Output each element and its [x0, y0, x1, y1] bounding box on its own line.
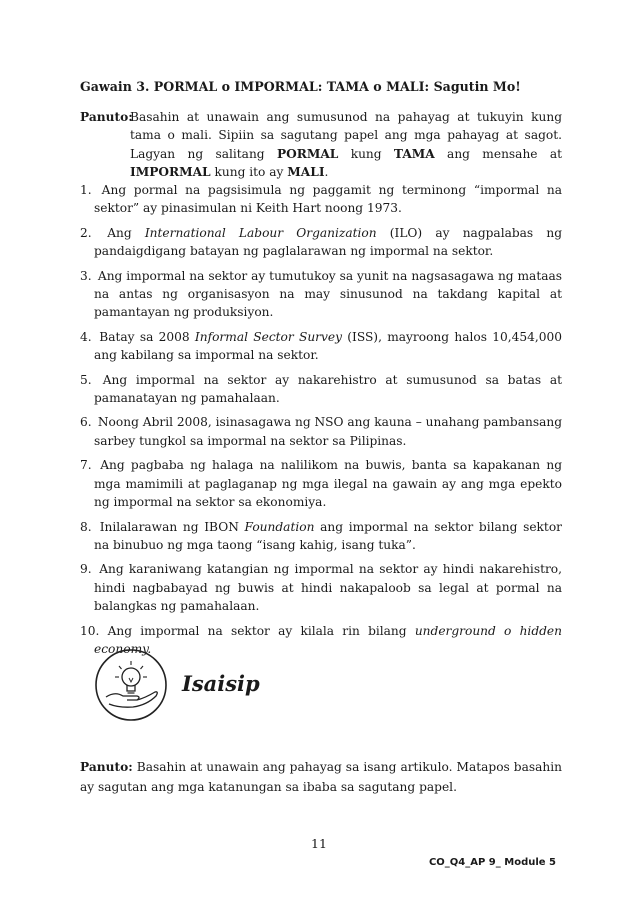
statement-item	[80, 456, 562, 511]
instructions-text-1: Basahin at unawain ang sumusunod na pahayag at tukuyin kung tama o mali. Sipiin sa sagutang papel ang mga pahayag at sagot. Lagyan ng salitang	[130, 110, 562, 161]
item-text: Ang impormal na sektor ay tumutukoy sa yunit na nagsasagawa ng mataas na antas ng organisasyon na may sinusunod na takdang kapital at pamantayan ng produksiyon.	[94, 268, 562, 320]
item-number: 7.	[80, 458, 92, 473]
item-italic: Foundation	[244, 519, 315, 534]
statement-item	[80, 560, 562, 615]
item-text: Ang impormal na sektor ay nakarehistro at sumusunod sa batas at pamanatayan ng pamahalaan.	[94, 372, 563, 406]
instructions-text-3: ang mensahe at	[434, 146, 562, 161]
statement-item	[80, 267, 562, 322]
instructions-body	[130, 108, 562, 182]
item-number: 5.	[80, 372, 92, 387]
item-text-end: ang impormal na sektor bilang sektor na binubuo ng mga taong “isang kahig, isang tuka”.	[94, 519, 562, 552]
statement-item	[80, 181, 562, 218]
item-number: 1.	[80, 183, 92, 197]
page-number: 11	[311, 836, 327, 851]
instructions-text-2: kung	[338, 146, 394, 161]
section-instructions-label: Panuto:	[80, 760, 133, 774]
statement-item	[80, 518, 562, 555]
section-instructions-text: Basahin at unawain ang pahayag sa isang artikulo. Matapos basahin ay sagutan ang mga katanungan sa ibaba sa sagutang papel.	[80, 760, 562, 794]
item-text: Ang pormal na pagsisimula ng paggamit ng terminong “impormal na sektor” ay pinasimulan ni Keith Hart noong 1973.	[94, 183, 562, 216]
instructions-bold-tama: TAMA	[393, 146, 435, 161]
statement-item	[80, 328, 562, 365]
statement-list	[80, 181, 562, 664]
activity-title: Gawain 3. PORMAL o IMPORMAL: TAMA o MALI: Sagutin Mo!	[80, 79, 521, 94]
instructions-text-4: kung ito ay	[210, 165, 288, 180]
item-italic: International Labour Organization	[144, 225, 377, 240]
statement-item	[80, 371, 562, 408]
instructions	[80, 108, 562, 182]
item-text: Ang	[107, 225, 145, 240]
item-number: 6.	[80, 415, 92, 430]
item-text: Noong Abril 2008, isinasagawa ng NSO ang kauna – unahang pambansang sarbey tungkol sa impormal na sektor sa Pilipinas.	[94, 415, 562, 448]
item-number: 4.	[80, 329, 92, 344]
instructions-end: .	[324, 165, 329, 180]
module-code: CO_Q4_AP 9_ Module 5	[428, 857, 556, 868]
instructions-bold-impormal: IMPORMAL	[130, 165, 211, 180]
item-italic: underground o hidden economy.	[94, 623, 562, 656]
lightbulb-hand-icon	[93, 647, 169, 723]
item-text-end: (ILO) ay nagpalabas ng pandaigdigang batayan ng paglalarawan ng impormal na sektor.	[94, 225, 563, 259]
instructions-label: Panuto:	[80, 110, 133, 124]
item-text-end: (ISS), mayroong halos 10,454,000 ang kabilang sa impormal na sektor.	[94, 329, 563, 363]
item-text: Ang pagbaba ng halaga na nalilikom na buwis, banta sa kapakanan ng mga mamimili at paglaganap ng mga ilegal na gawain ay ang mga epekto ng impormal na sektor sa ekonomiya.	[94, 458, 563, 510]
item-number: 9.	[80, 562, 92, 577]
instructions-bold-pormal: PORMAL	[276, 146, 339, 161]
statement-item	[80, 224, 562, 261]
item-text: Ang impormal na sektor ay kilala rin bilang	[107, 623, 415, 638]
item-number: 2.	[80, 225, 92, 240]
section-heading: Isaisip	[182, 671, 260, 696]
item-number: 10.	[80, 623, 100, 638]
item-italic: Informal Sector Survey	[194, 329, 342, 344]
instructions-bold-mali: MALI	[287, 165, 325, 180]
item-text: Ang karaniwang katangian ng impormal na sektor ay hindi nakarehistro, hindi nagbabayad ng buwis at hindi nakapaloob sa legal at pormal na balangkas ng pamahalaan.	[94, 562, 563, 614]
section-instructions	[80, 757, 562, 797]
item-number: 8.	[80, 519, 92, 534]
statement-item	[80, 413, 562, 450]
item-text: Inilalarawan ng IBON	[99, 519, 245, 534]
item-number: 3.	[80, 268, 92, 283]
item-text: Batay sa 2008	[99, 329, 195, 344]
